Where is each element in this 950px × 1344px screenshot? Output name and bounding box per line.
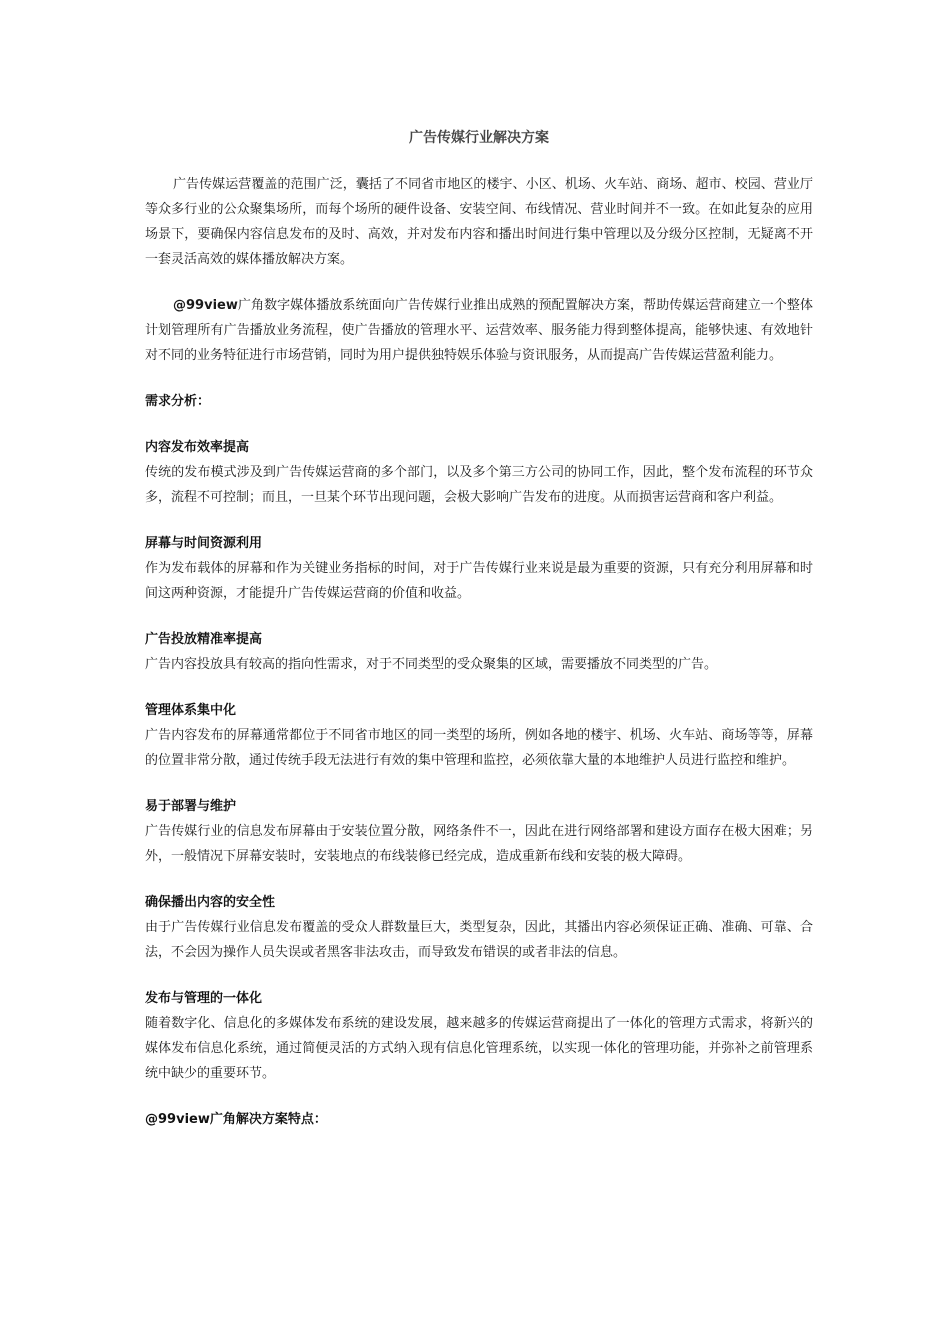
features-heading-text: 广角解决方案特点： xyxy=(209,1112,327,1127)
requirement-section xyxy=(145,890,813,965)
section-body: 广告内容投放具有较高的指向性需求，对于不同类型的受众聚集的区域，需要播放不同类型的广告。 xyxy=(145,657,718,672)
requirements-heading: 需求分析： xyxy=(145,394,211,409)
section-heading: 屏幕与时间资源利用 xyxy=(145,536,263,551)
section-body: 作为发布载体的屏幕和作为关键业务指标的时间，对于广告传媒行业来说是最为重要的资源，只有充分利用屏幕和时间这两种资源，才能提升广告传媒运营商的价值和收益。 xyxy=(145,561,813,601)
intro-paragraph: 广告传媒运营覆盖的范围广泛，囊括了不同省市地区的楼宇、小区、机场、火车站、商场、超市、校园、营业厅等众多行业的公众聚集场所，而每个场所的硬件设备、安装空间、布线情况、营业时间并不一致。在如此复杂的应用场景下，要确保内容信息发布的及时、高效，并对发布内容和播出时间进行集中管理以及分级分区控制，无疑离不开一套灵活高效的媒体播放解决方案。 xyxy=(145,177,813,267)
brand-paragraph xyxy=(145,293,813,368)
features-brand: @99view xyxy=(145,1112,210,1127)
section-body: 广告内容发布的屏幕通常都位于不同省市地区的同一类型的场所，例如各地的楼宇、机场、火车站、商场等等，屏幕的位置非常分散，通过传统手段无法进行有效的集中管理和监控，必须依靠大量的本地维护人员进行监控和维护。 xyxy=(145,728,813,768)
section-heading: 管理体系集中化 xyxy=(145,703,237,718)
section-heading: 内容发布效率提高 xyxy=(145,440,250,455)
section-body: 传统的发布模式涉及到广告传媒运营商的多个部门，以及多个第三方公司的协同工作，因此，整个发布流程的环节众多，流程不可控制；而且，一旦某个环节出现问题，会极大影响广告发布的进度。从而损害运营商和客户利益。 xyxy=(145,465,813,505)
document-page xyxy=(145,118,813,1132)
brand-paragraph-text: 广角数字媒体播放系统面向广告传媒行业推出成熟的预配置解决方案，帮助传媒运营商建立一个整体计划管理所有广告播放业务流程，使广告播放的管理水平、运营效率、服务能力得到整体提高，能够快速、有效地针对不同的业务特征进行市场营销，同时为用户提供独特娱乐体验与资讯服务，从而提高广告传媒运营盈利能力。 xyxy=(145,298,813,363)
requirement-section xyxy=(145,531,813,606)
requirement-section xyxy=(145,986,813,1086)
requirement-section xyxy=(145,627,813,677)
section-heading: 确保播出内容的安全性 xyxy=(145,895,276,910)
features-heading xyxy=(145,1107,813,1132)
section-heading: 发布与管理的一体化 xyxy=(145,991,263,1006)
section-body: 广告传媒行业的信息发布屏幕由于安装位置分散，网络条件不一，因此在进行网络部署和建设方面存在极大困难；另外，一般情况下屏幕安装时，安装地点的布线装修已经完成，造成重新布线和安装的极大障碍。 xyxy=(145,824,813,864)
section-body: 随着数字化、信息化的多媒体发布系统的建设发展，越来越多的传媒运营商提出了一体化的管理方式需求，将新兴的媒体发布信息化系统，通过简便灵活的方式纳入现有信息化管理系统，以实现一体化的管理功能，并弥补之前管理系统中缺少的重要环节。 xyxy=(145,1016,813,1081)
requirement-section xyxy=(145,698,813,773)
section-heading: 易于部署与维护 xyxy=(145,799,237,814)
requirement-section xyxy=(145,435,813,510)
requirement-section xyxy=(145,794,813,869)
section-heading: 广告投放精准率提高 xyxy=(145,632,263,647)
brand-name: @99view xyxy=(173,298,238,313)
section-body: 由于广告传媒行业信息发布覆盖的受众人群数量巨大，类型复杂，因此，其播出内容必须保证正确、准确、可靠、合法，不会因为操作人员失误或者黑客非法攻击，而导致发布错误的或者非法的信息。 xyxy=(145,920,813,960)
document-title: 广告传媒行业解决方案 xyxy=(409,130,549,146)
